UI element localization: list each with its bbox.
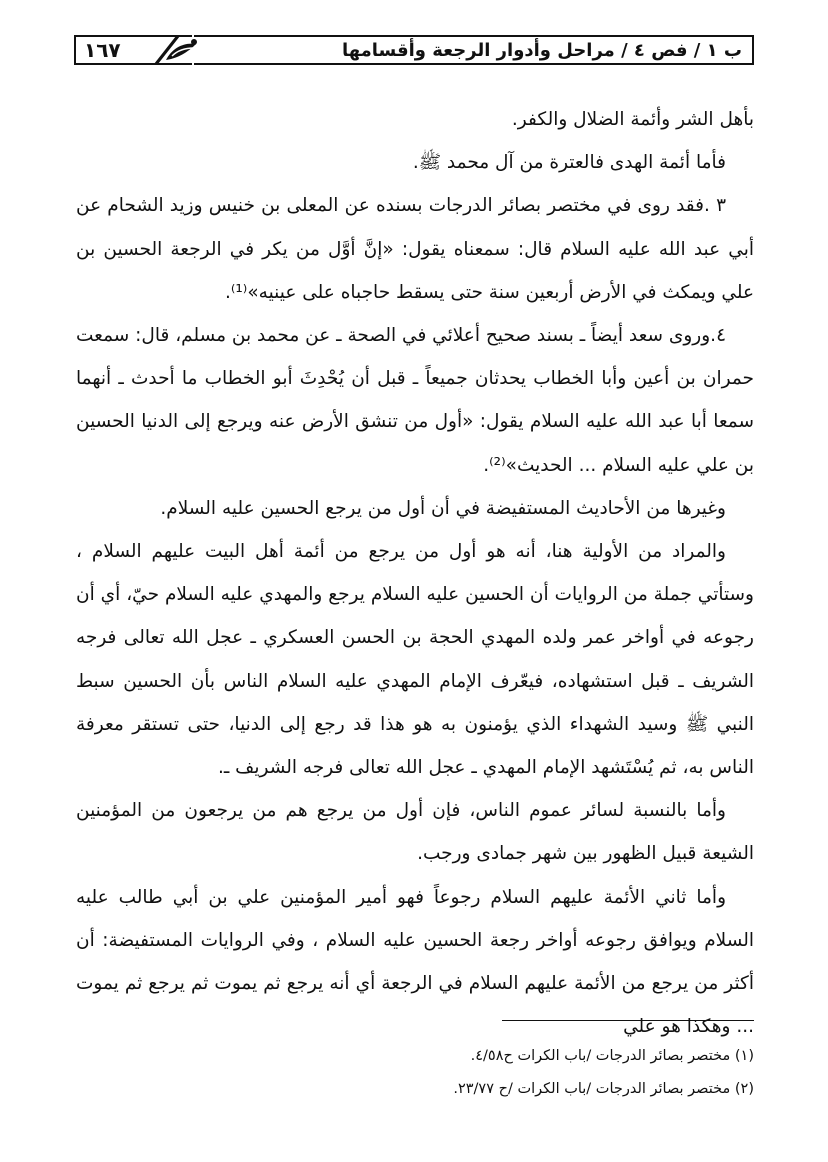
- header-title: ب ١ / فص ٤ / مراحل وأدوار الرجعة وأقسامها: [341, 40, 742, 61]
- footnote-divider: [502, 1020, 754, 1021]
- footnote-2: (٢) مختصر بصائر الدرجات /باب الكرات /ح ٢٣/٧٧.: [453, 1081, 754, 1097]
- page-number: ١٦٧: [84, 38, 121, 62]
- header-ornament-icon: [150, 30, 204, 70]
- paragraph-3: ٣ .فقد روى في مختصر بصائر الدرجات بسنده عن المعلى بن خنيس وزيد الشحام عن أبي عبد الله عليه السلام قال: سمعناه يقول: «إنَّ أوَّل من يكر في الرجعة الحسين بن علي ويمكث في الأرض أربعين سنة حتى يسقط حاجباه على عينيه»⁽¹⁾.: [76, 195, 754, 303]
- paragraph-7: وأما بالنسبة لسائر عموم الناس، فإن أول من يرجع هم من يرجعون من المؤمنين الشيعة قبيل الظهور بين شهر جمادى ورجب.: [76, 800, 754, 865]
- footnotes: [76, 1040, 754, 1106]
- paragraph-8: وأما ثاني الأئمة عليهم السلام رجوعاً فهو أمير المؤمنين علي بن أبي طالب عليه السلام ويوافق رجوعه أواخر رجعة الحسين عليه السلام ، وفي الروايات المستفيضة: أن أكثر من يرجع من الأئمة عليهم السلام في الرجعة أي أنه يرجع ثم يموت ثم يرجع ثم يموت ... وهكذا هو علي: [76, 886, 754, 1038]
- paragraph-4: ٤.وروى سعد أيضاً ـ بسند صحيح أعلائي في الصحة ـ عن محمد بن مسلم، قال: سمعت حمران بن أعين وأبا الخطاب يحدثان جميعاً ـ قبل أن يُحْدِثَ أبو الخطاب ما أحدث ـ أنهما سمعا أبا عبد الله عليه السلام يقول: «أول من تنشق الأرض عنه ويرجع إلى الدنيا الحسين بن علي عليه السلام ... الحديث»⁽²⁾.: [76, 325, 754, 476]
- paragraph-2: فأما أئمة الهدى فالعترة من آل محمد ﷺ.: [412, 152, 726, 174]
- main-text: [76, 98, 754, 1048]
- paragraph-1: بأهل الشر وأئمة الضلال والكفر.: [511, 109, 754, 130]
- running-header: [74, 30, 754, 70]
- paragraph-6: والمراد من الأولية هنا، أنه هو أول من يرجع من أئمة أهل البيت عليهم السلام ، وستأتي جملة من الروايات أن الحسين عليه السلام يرجع والمهدي عليه السلام حيّ، أي أن رجوعه في أواخر عمر ولده المهدي الحجة بن الحسن العسكري ـ عجل الله تعالى فرجه الشريف ـ قبل استشهاده، فيعّرف الإمام المهدي عليه السلام الناس بأن الحسين سبط النبي ﷺ وسيد الشهداء الذي يؤمنون به هو هذا قد رجع إلى الدنيا، حتى تستقر معرفة الناس به، ثم يُسْتَشهد الإمام المهدي ـ عجل الله تعالى فرجه الشريف ـ.: [76, 541, 754, 779]
- header-title-frame: [194, 35, 754, 65]
- paragraph-5: وغيرها من الأحاديث المستفيضة في أن أول من يرجع الحسين عليه السلام.: [160, 497, 726, 519]
- footnote-1: (١) مختصر بصائر الدرجات /باب الكرات ح٤/٥٨.: [470, 1048, 754, 1064]
